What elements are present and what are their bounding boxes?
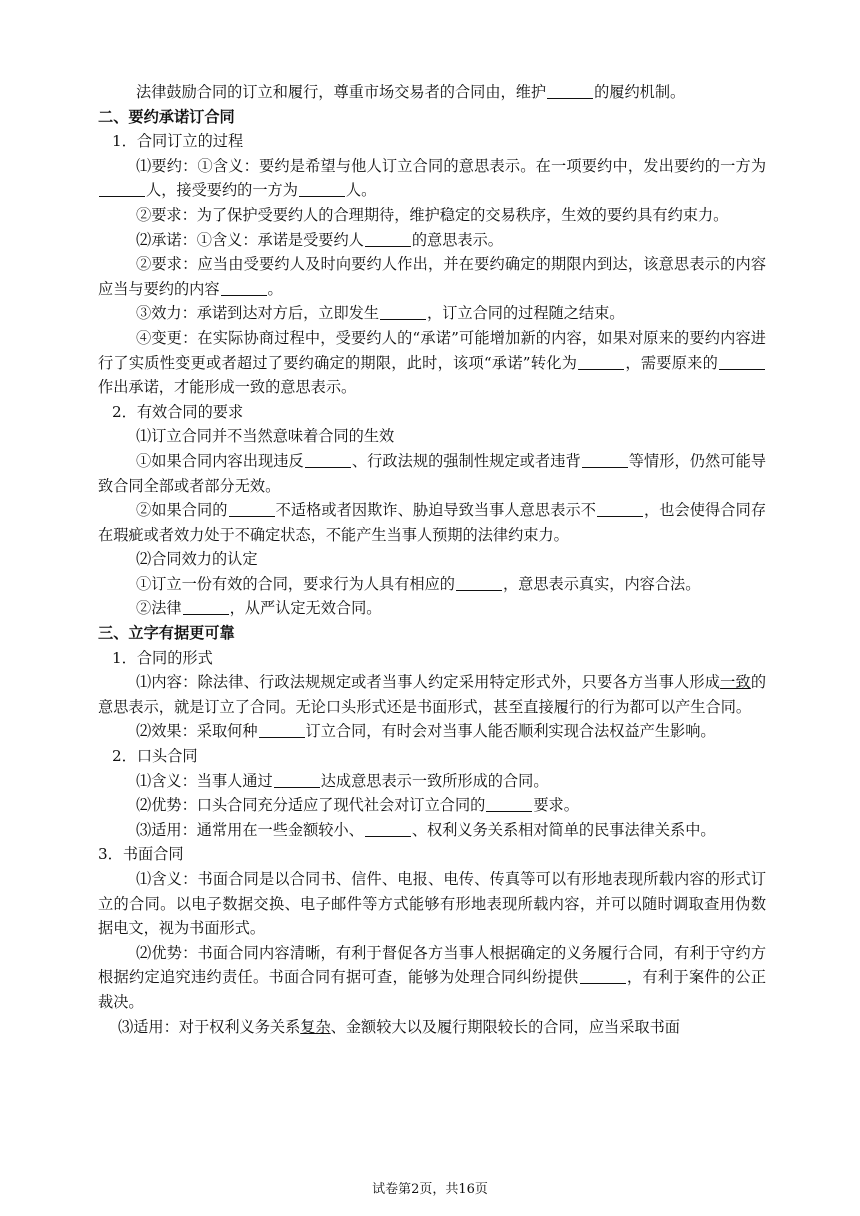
text: ⑶适用：通常用在一些金额较小、: [136, 820, 364, 839]
text: ⑴内容：除法律、行政法规规定或者当事人约定采用特定形式外，只要各方当事人形成: [136, 673, 721, 692]
fill-blank[interactable]: [486, 797, 532, 812]
item-heading: ⑴订立合同并不当然意味着合同的生效: [136, 427, 395, 446]
subsection-heading: 2．有效合同的要求: [112, 402, 244, 421]
paragraph: [98, 719, 766, 744]
text: ⑴含义：当事人通过: [136, 771, 273, 790]
text: 人。: [345, 181, 377, 200]
paragraph: [98, 326, 766, 400]
text: ②如果合同的: [136, 501, 228, 520]
paragraph: [98, 252, 766, 301]
text: 、行政法规的强制性规定或者违背: [351, 451, 581, 470]
text: 、权利义务关系相对简单的民事法律关系中。: [411, 820, 716, 839]
text: ⑵承诺：①含义：承诺是受要约人: [136, 230, 364, 249]
section-heading: 三、立字有据更可靠: [98, 624, 235, 643]
paragraph: [98, 572, 766, 597]
text: ，也会使得合同存在瑕疵或者效力处于不确定状态，不能产生当事人预期的法律约束力。: [98, 501, 767, 544]
text: ⑵优势：书面合同内容清晰，有利于督促各方当事人根据确定的义务履行合同，有利于守约方根据约定追究违约责任。书面合同有据可查，能够为处理合同纠纷提供: [98, 943, 766, 987]
fill-blank[interactable]: [582, 453, 628, 468]
text: 等情形，仍然可能导致合同全部或者部分无效。: [98, 451, 767, 495]
fill-blank[interactable]: [274, 773, 320, 788]
text: 、金额较大以及履行期限较长的合同，应当采取书面: [330, 1017, 680, 1036]
fill-blank[interactable]: [365, 822, 411, 837]
text: ①如果合同内容出现违反: [136, 451, 304, 470]
underlined-text: 复杂: [300, 1017, 331, 1036]
underlined-text: 一致: [720, 673, 751, 692]
text: 不适格或者因欺诈、胁迫导致当事人意思表示不: [275, 501, 596, 520]
subsection-heading: 3．书面合同: [98, 845, 184, 864]
fill-blank[interactable]: [578, 355, 624, 370]
text: ⑵优势：口头合同充分适应了现代社会对订立合同的: [136, 796, 486, 815]
paragraph: [98, 596, 766, 621]
text: 法律鼓励合同的订立和履行，尊重市场交易者的合同由，维护: [136, 83, 547, 101]
paragraph: ②要求：为了保护受要约人的合理期待，维护稳定的交易秩序，生效的要约具有约束力。: [136, 205, 729, 224]
paragraph: [98, 818, 766, 843]
fill-blank[interactable]: [580, 969, 626, 984]
text: 作出承诺，才能形成一致的意思表示。: [98, 378, 357, 397]
text: ①订立一份有效的合同，要求行为人具有相应的: [136, 574, 455, 593]
fill-blank[interactable]: [183, 600, 229, 615]
text: ⑶适用：对于权利义务关系: [118, 1017, 301, 1036]
fill-blank[interactable]: [99, 182, 145, 197]
text: 的履约机制。: [594, 83, 686, 101]
text: ，意思表示真实，内容合法。: [502, 574, 701, 593]
text: 。: [267, 279, 283, 298]
subsection-heading: 1．合同订立的过程: [112, 132, 244, 151]
text: 的意思表示。: [411, 230, 503, 249]
paragraph: [98, 449, 766, 498]
text: 人，接受要约的一方为: [146, 181, 298, 200]
text: 达成意思表示一致所形成的合同。: [320, 771, 549, 790]
paragraph: [98, 154, 766, 203]
text: ，有利于案件的公正裁决。: [98, 968, 766, 1011]
text: 的意思表示，就是订立了合同。无论口头形式还是书面形式，甚至直接履行的行为都可以产生合同。: [98, 673, 767, 716]
fill-blank[interactable]: [365, 232, 411, 247]
fill-blank[interactable]: [719, 355, 765, 370]
text: ③效力：承诺到达对方后，立即发生: [136, 304, 379, 323]
paragraph: [98, 498, 766, 547]
fill-blank[interactable]: [299, 182, 345, 197]
text: ②要求：应当由受要约人及时向要约人作出，并在要约确定的期限内到达，该意思表示的内容应当与要约的内容: [98, 255, 766, 298]
paragraph: [98, 670, 766, 719]
fill-blank[interactable]: [380, 305, 426, 320]
paragraph: [98, 941, 766, 1015]
paragraph: [98, 301, 766, 326]
fill-blank[interactable]: [229, 502, 275, 517]
paragraph: [98, 80, 766, 105]
fill-blank[interactable]: [221, 281, 267, 296]
paragraph: [98, 228, 766, 253]
paragraph: [98, 793, 766, 818]
fill-blank[interactable]: [259, 723, 305, 738]
fill-blank[interactable]: [456, 576, 502, 591]
page-footer: 试卷第2页，共16页: [372, 1182, 488, 1197]
paragraph: [98, 1015, 766, 1040]
text: ，订立合同的过程随之结束。: [427, 304, 625, 323]
fill-blank[interactable]: [547, 84, 593, 99]
text: ⑵效果：采取何种: [136, 722, 258, 741]
text: ⑴要约：①含义：要约是希望与他人订立合同的意思表示。在一项要约中，发出要约的一方为: [136, 156, 766, 175]
page-content: [98, 80, 766, 1039]
subsection-heading: 1．合同的形式: [112, 648, 213, 667]
text: ④变更：在实际协商过程中，受要约人的“承诺”可能增加新的内容，如果对原来的要约内容进行了实质性变更或者超过了要约确定的期限，此时，该项“承诺”转化为: [98, 328, 766, 372]
section-heading: 二、要约承诺订合同: [98, 107, 235, 126]
subsection-heading: 2．口头合同: [112, 747, 198, 766]
paragraph: ⑴含义：书面合同是以合同书、信件、电报、电传、传真等可以有形地表现所载内容的形式订立的合同。以电子数据交换、电子邮件等方式能够有形地表现所载内容，并可以随时调取查用伪数据电文，视为书面形式。: [98, 870, 766, 938]
text: ，需要原来的: [625, 353, 719, 372]
text: 订立合同，有时会对当事人能否顺利实现合法权益产生影响。: [305, 722, 716, 741]
text: ②法律: [136, 599, 182, 618]
fill-blank[interactable]: [597, 502, 643, 517]
text: 要求。: [533, 796, 579, 815]
fill-blank[interactable]: [305, 453, 351, 468]
item-heading: ⑵合同效力的认定: [136, 550, 258, 569]
paragraph: [98, 769, 766, 794]
text: ，从严认定无效合同。: [229, 599, 382, 618]
